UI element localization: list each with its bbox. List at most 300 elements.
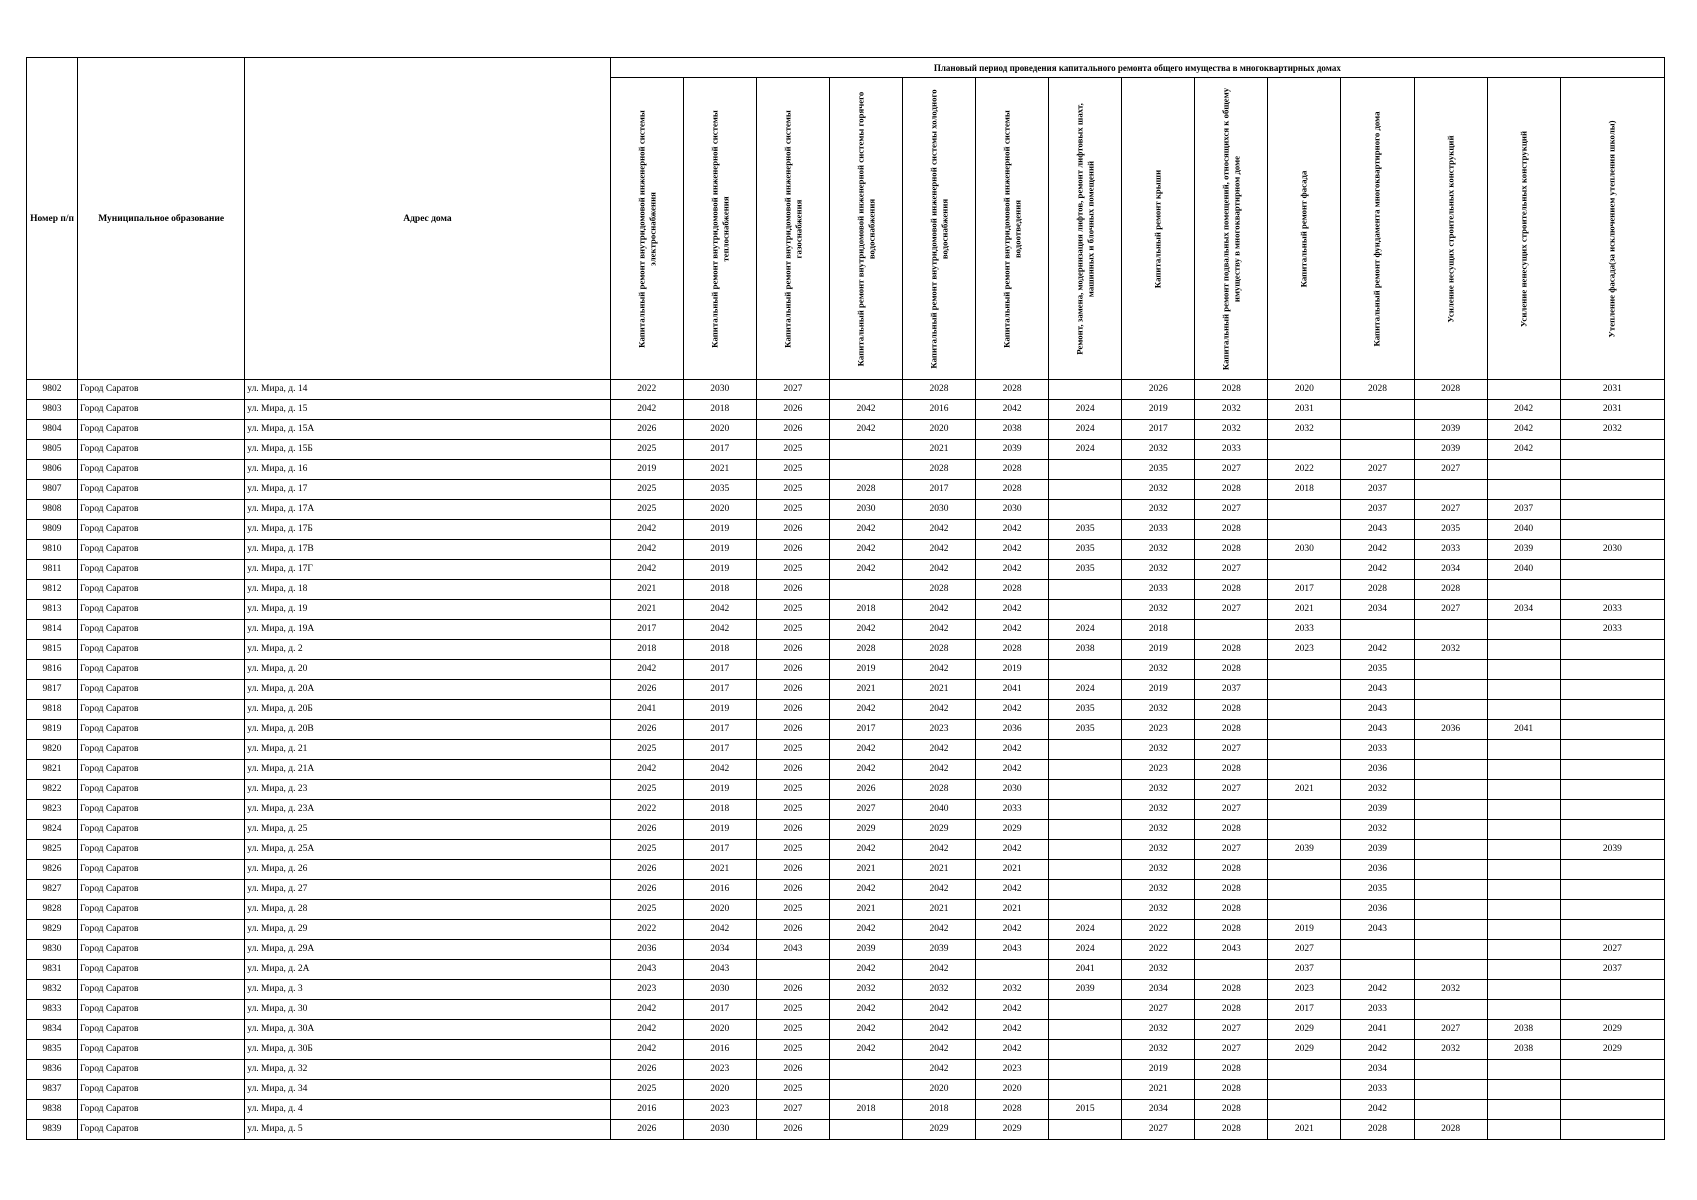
table-row <box>27 920 1665 940</box>
year-cell <box>1268 700 1341 720</box>
year-cell: 2024 <box>1049 440 1122 460</box>
year-cell <box>829 1120 902 1140</box>
year-cell: 2022 <box>1122 940 1195 960</box>
municipality-cell: Город Саратов <box>78 520 245 540</box>
table-row <box>27 880 1665 900</box>
year-cell <box>1487 740 1560 760</box>
year-cell: 2027 <box>1195 560 1268 580</box>
table-row <box>27 560 1665 580</box>
year-cell <box>1268 520 1341 540</box>
year-cell: 2027 <box>1414 500 1487 520</box>
year-cell: 2020 <box>683 420 756 440</box>
year-cell: 2042 <box>829 920 902 940</box>
year-cell <box>976 960 1049 980</box>
year-cell: 2042 <box>683 920 756 940</box>
year-cell <box>1487 640 1560 660</box>
year-cell: 2032 <box>1122 540 1195 560</box>
year-cell: 2022 <box>610 800 683 820</box>
year-cell: 2042 <box>683 760 756 780</box>
year-cell: 2028 <box>1195 820 1268 840</box>
row-number: 9833 <box>27 1000 78 1020</box>
year-cell <box>1049 860 1122 880</box>
row-number: 9832 <box>27 980 78 1000</box>
address-cell: ул. Мира, д. 17Б <box>245 520 610 540</box>
year-cell: 2028 <box>1195 1100 1268 1120</box>
header-work-12 <box>1414 78 1487 380</box>
year-cell: 2042 <box>610 660 683 680</box>
table-row <box>27 620 1665 640</box>
year-cell: 2025 <box>756 500 829 520</box>
year-cell: 2020 <box>683 1080 756 1100</box>
year-cell <box>1268 820 1341 840</box>
year-cell: 2019 <box>683 700 756 720</box>
year-cell <box>1268 1080 1341 1100</box>
municipality-cell: Город Саратов <box>78 1100 245 1120</box>
year-cell <box>1268 900 1341 920</box>
year-cell: 2028 <box>1195 380 1268 400</box>
year-cell: 2039 <box>1049 980 1122 1000</box>
year-cell: 2023 <box>976 1060 1049 1080</box>
year-cell <box>1560 1100 1664 1120</box>
year-cell: 2020 <box>976 1080 1049 1100</box>
year-cell <box>1560 520 1664 540</box>
header-number: Номер п/п <box>27 58 78 380</box>
row-number: 9804 <box>27 420 78 440</box>
year-cell <box>1560 1120 1664 1140</box>
year-cell <box>1049 780 1122 800</box>
year-cell: 2042 <box>829 960 902 980</box>
year-cell: 2033 <box>1560 620 1664 640</box>
year-cell: 2030 <box>1268 540 1341 560</box>
year-cell: 2028 <box>976 1100 1049 1120</box>
table-row <box>27 580 1665 600</box>
year-cell: 2032 <box>1341 820 1414 840</box>
table-row <box>27 960 1665 980</box>
municipality-cell: Город Саратов <box>78 940 245 960</box>
table-row <box>27 540 1665 560</box>
year-cell: 2027 <box>1195 1020 1268 1040</box>
year-cell: 2042 <box>976 600 1049 620</box>
row-number: 9817 <box>27 680 78 700</box>
municipality-cell: Город Саратов <box>78 720 245 740</box>
year-cell <box>1487 620 1560 640</box>
year-cell <box>1268 720 1341 740</box>
year-cell <box>1487 800 1560 820</box>
year-cell <box>1560 800 1664 820</box>
year-cell: 2037 <box>1195 680 1268 700</box>
header-work-label: Капитальный ремонт подвальных помещений, относящихся к общему имуществу в многоквартирном доме <box>1220 87 1242 370</box>
municipality-cell: Город Саратов <box>78 1040 245 1060</box>
year-cell: 2027 <box>756 1100 829 1120</box>
year-cell: 2033 <box>1414 540 1487 560</box>
year-cell: 2025 <box>610 780 683 800</box>
year-cell: 2028 <box>829 640 902 660</box>
year-cell: 2042 <box>976 760 1049 780</box>
year-cell: 2021 <box>902 440 975 460</box>
year-cell <box>1414 740 1487 760</box>
year-cell: 2042 <box>829 420 902 440</box>
year-cell: 2026 <box>610 1120 683 1140</box>
address-cell: ул. Мира, д. 17 <box>245 480 610 500</box>
year-cell: 2028 <box>1341 580 1414 600</box>
year-cell: 2017 <box>610 620 683 640</box>
year-cell <box>1560 580 1664 600</box>
year-cell: 2030 <box>902 500 975 520</box>
year-cell: 2029 <box>976 1120 1049 1140</box>
year-cell <box>1487 700 1560 720</box>
municipality-cell: Город Саратов <box>78 960 245 980</box>
year-cell <box>1560 860 1664 880</box>
year-cell <box>1487 1000 1560 1020</box>
year-cell: 2027 <box>1122 1120 1195 1140</box>
year-cell: 2019 <box>1268 920 1341 940</box>
year-cell: 2026 <box>610 720 683 740</box>
municipality-cell: Город Саратов <box>78 840 245 860</box>
year-cell: 2028 <box>1195 900 1268 920</box>
year-cell <box>1414 700 1487 720</box>
header-work-label: Капитальный ремонт внутридомовой инженерной системы газоснабжения <box>782 109 803 348</box>
year-cell <box>1487 1080 1560 1100</box>
header-work-8 <box>1122 78 1195 380</box>
row-number: 9825 <box>27 840 78 860</box>
year-cell: 2043 <box>1341 700 1414 720</box>
year-cell: 2019 <box>610 460 683 480</box>
address-cell: ул. Мира, д. 21А <box>245 760 610 780</box>
year-cell <box>1487 660 1560 680</box>
year-cell: 2018 <box>1122 620 1195 640</box>
address-cell: ул. Мира, д. 19 <box>245 600 610 620</box>
address-cell: ул. Мира, д. 30А <box>245 1020 610 1040</box>
year-cell: 2017 <box>902 480 975 500</box>
year-cell: 2043 <box>976 940 1049 960</box>
year-cell: 2039 <box>976 440 1049 460</box>
year-cell: 2039 <box>1341 800 1414 820</box>
year-cell: 2027 <box>1195 780 1268 800</box>
header-work-10 <box>1268 78 1341 380</box>
year-cell: 2034 <box>1122 1100 1195 1120</box>
municipality-cell: Город Саратов <box>78 500 245 520</box>
year-cell: 2028 <box>902 780 975 800</box>
year-cell: 2025 <box>756 1020 829 1040</box>
header-work-2 <box>683 78 756 380</box>
year-cell <box>1268 880 1341 900</box>
year-cell <box>1049 1000 1122 1020</box>
year-cell: 2032 <box>976 980 1049 1000</box>
year-cell: 2026 <box>756 700 829 720</box>
year-cell <box>1049 840 1122 860</box>
table-row <box>27 840 1665 860</box>
year-cell: 2016 <box>902 400 975 420</box>
address-cell: ул. Мира, д. 20Б <box>245 700 610 720</box>
year-cell <box>1414 1060 1487 1080</box>
year-cell: 2027 <box>829 800 902 820</box>
year-cell: 2023 <box>683 1100 756 1120</box>
table-row <box>27 680 1665 700</box>
year-cell <box>1560 760 1664 780</box>
table-row <box>27 760 1665 780</box>
year-cell <box>1414 680 1487 700</box>
year-cell: 2025 <box>610 500 683 520</box>
year-cell: 2028 <box>1195 640 1268 660</box>
year-cell: 2028 <box>1414 1120 1487 1140</box>
year-cell: 2028 <box>1414 380 1487 400</box>
year-cell: 2026 <box>756 860 829 880</box>
year-cell: 2042 <box>902 880 975 900</box>
year-cell <box>1268 760 1341 780</box>
year-cell: 2040 <box>1487 560 1560 580</box>
year-cell: 2023 <box>610 980 683 1000</box>
year-cell: 2043 <box>756 940 829 960</box>
year-cell: 2028 <box>902 640 975 660</box>
municipality-cell: Город Саратов <box>78 980 245 1000</box>
year-cell: 2028 <box>1195 1060 1268 1080</box>
address-cell: ул. Мира, д. 32 <box>245 1060 610 1080</box>
year-cell: 2042 <box>829 760 902 780</box>
year-cell: 2027 <box>1560 940 1664 960</box>
header-work-13 <box>1487 78 1560 380</box>
year-cell: 2034 <box>1414 560 1487 580</box>
year-cell: 2042 <box>902 1020 975 1040</box>
table-row <box>27 1000 1665 1020</box>
year-cell: 2035 <box>683 480 756 500</box>
year-cell <box>1049 480 1122 500</box>
year-cell <box>1414 620 1487 640</box>
year-cell: 2018 <box>683 800 756 820</box>
year-cell <box>1268 660 1341 680</box>
year-cell: 2032 <box>1268 420 1341 440</box>
year-cell <box>1414 760 1487 780</box>
year-cell: 2020 <box>902 420 975 440</box>
year-cell: 2027 <box>1195 600 1268 620</box>
address-cell: ул. Мира, д. 15 <box>245 400 610 420</box>
year-cell: 2039 <box>1268 840 1341 860</box>
year-cell: 2026 <box>756 680 829 700</box>
year-cell: 2027 <box>1195 740 1268 760</box>
year-cell: 2042 <box>902 920 975 940</box>
year-cell: 2027 <box>1195 1040 1268 1060</box>
municipality-cell: Город Саратов <box>78 880 245 900</box>
address-cell: ул. Мира, д. 17В <box>245 540 610 560</box>
year-cell: 2019 <box>1122 400 1195 420</box>
year-cell: 2028 <box>1195 520 1268 540</box>
year-cell: 2042 <box>976 1000 1049 1020</box>
year-cell: 2021 <box>610 580 683 600</box>
year-cell: 2025 <box>756 560 829 580</box>
year-cell: 2042 <box>976 880 1049 900</box>
year-cell <box>1341 420 1414 440</box>
year-cell: 2025 <box>756 600 829 620</box>
header-work-label: Капитальный ремонт фундамента многоквартирного дома <box>1372 111 1383 346</box>
table-row <box>27 520 1665 540</box>
year-cell: 2028 <box>1195 980 1268 1000</box>
table-row <box>27 940 1665 960</box>
year-cell: 2026 <box>756 520 829 540</box>
address-cell: ул. Мира, д. 20А <box>245 680 610 700</box>
year-cell: 2017 <box>1122 420 1195 440</box>
year-cell: 2042 <box>829 540 902 560</box>
year-cell <box>1560 680 1664 700</box>
year-cell: 2042 <box>610 560 683 580</box>
address-cell: ул. Мира, д. 29 <box>245 920 610 940</box>
year-cell: 2032 <box>1122 500 1195 520</box>
year-cell: 2021 <box>683 860 756 880</box>
year-cell: 2025 <box>610 480 683 500</box>
year-cell: 2027 <box>1122 1000 1195 1020</box>
year-cell: 2027 <box>1195 500 1268 520</box>
year-cell: 2042 <box>829 620 902 640</box>
year-cell <box>1414 660 1487 680</box>
year-cell: 2035 <box>1049 700 1122 720</box>
year-cell: 2032 <box>1122 700 1195 720</box>
year-cell: 2037 <box>1341 500 1414 520</box>
year-cell: 2025 <box>756 460 829 480</box>
year-cell <box>829 440 902 460</box>
year-cell: 2025 <box>610 740 683 760</box>
municipality-cell: Город Саратов <box>78 440 245 460</box>
address-cell: ул. Мира, д. 29А <box>245 940 610 960</box>
header-work-label: Ремонт, замена, модернизация лифтов, ремонт лифтовых шахт, машинных и блочных помещений <box>1074 102 1096 355</box>
row-number: 9839 <box>27 1120 78 1140</box>
year-cell: 2028 <box>1195 1120 1268 1140</box>
year-cell <box>1341 940 1414 960</box>
year-cell: 2018 <box>683 400 756 420</box>
year-cell <box>1560 740 1664 760</box>
address-cell: ул. Мира, д. 25 <box>245 820 610 840</box>
year-cell: 2042 <box>829 740 902 760</box>
year-cell <box>829 380 902 400</box>
year-cell <box>1268 860 1341 880</box>
year-cell <box>1560 560 1664 580</box>
header-work-6 <box>976 78 1049 380</box>
year-cell: 2042 <box>976 560 1049 580</box>
year-cell: 2016 <box>683 880 756 900</box>
year-cell: 2032 <box>1122 820 1195 840</box>
year-cell: 2035 <box>1049 720 1122 740</box>
year-cell: 2019 <box>683 820 756 840</box>
year-cell: 2036 <box>1341 900 1414 920</box>
year-cell: 2029 <box>1560 1020 1664 1040</box>
year-cell: 2032 <box>1122 480 1195 500</box>
row-number: 9810 <box>27 540 78 560</box>
row-number: 9803 <box>27 400 78 420</box>
year-cell: 2035 <box>1049 560 1122 580</box>
year-cell <box>1049 580 1122 600</box>
year-cell <box>829 1080 902 1100</box>
year-cell <box>1487 820 1560 840</box>
table-row <box>27 900 1665 920</box>
year-cell: 2032 <box>1122 1040 1195 1060</box>
year-cell: 2042 <box>610 1000 683 1020</box>
year-cell: 2017 <box>1268 580 1341 600</box>
year-cell: 2041 <box>1341 1020 1414 1040</box>
year-cell: 2020 <box>683 900 756 920</box>
year-cell <box>1049 500 1122 520</box>
year-cell: 2041 <box>1049 960 1122 980</box>
year-cell: 2025 <box>756 840 829 860</box>
row-number: 9838 <box>27 1100 78 1120</box>
year-cell <box>1414 1080 1487 1100</box>
year-cell: 2042 <box>1341 1040 1414 1060</box>
year-cell: 2042 <box>902 600 975 620</box>
year-cell: 2017 <box>683 440 756 460</box>
year-cell: 2042 <box>1341 1100 1414 1120</box>
year-cell: 2028 <box>902 460 975 480</box>
year-cell: 2041 <box>976 680 1049 700</box>
year-cell <box>1560 660 1664 680</box>
row-number: 9808 <box>27 500 78 520</box>
year-cell <box>1560 640 1664 660</box>
municipality-cell: Город Саратов <box>78 1060 245 1080</box>
year-cell: 2019 <box>1122 1060 1195 1080</box>
row-number: 9806 <box>27 460 78 480</box>
year-cell: 2033 <box>1195 440 1268 460</box>
year-cell: 2031 <box>1560 400 1664 420</box>
year-cell: 2028 <box>1195 720 1268 740</box>
year-cell: 2042 <box>902 540 975 560</box>
year-cell: 2042 <box>829 560 902 580</box>
year-cell: 2039 <box>829 940 902 960</box>
row-number: 9828 <box>27 900 78 920</box>
year-cell: 2018 <box>829 1100 902 1120</box>
year-cell: 2038 <box>976 420 1049 440</box>
municipality-cell: Город Саратов <box>78 1020 245 1040</box>
year-cell: 2039 <box>1341 840 1414 860</box>
year-cell: 2026 <box>829 780 902 800</box>
year-cell <box>1487 580 1560 600</box>
year-cell: 2032 <box>1122 600 1195 620</box>
year-cell: 2017 <box>683 740 756 760</box>
year-cell: 2035 <box>1122 460 1195 480</box>
year-cell: 2028 <box>1195 880 1268 900</box>
year-cell <box>1268 440 1341 460</box>
row-number: 9818 <box>27 700 78 720</box>
address-cell: ул. Мира, д. 23 <box>245 780 610 800</box>
year-cell <box>1049 1120 1122 1140</box>
municipality-cell: Город Саратов <box>78 460 245 480</box>
year-cell: 2027 <box>1341 460 1414 480</box>
row-number: 9834 <box>27 1020 78 1040</box>
year-cell <box>1268 560 1341 580</box>
year-cell: 2025 <box>756 780 829 800</box>
year-cell: 2030 <box>683 1120 756 1140</box>
year-cell: 2021 <box>902 860 975 880</box>
year-cell: 2033 <box>1268 620 1341 640</box>
year-cell: 2042 <box>610 520 683 540</box>
year-cell <box>1414 840 1487 860</box>
address-cell: ул. Мира, д. 16 <box>245 460 610 480</box>
year-cell: 2026 <box>756 660 829 680</box>
year-cell: 2042 <box>902 1000 975 1020</box>
table-row <box>27 500 1665 520</box>
year-cell: 2027 <box>756 380 829 400</box>
year-cell: 2026 <box>1122 380 1195 400</box>
row-number: 9802 <box>27 380 78 400</box>
row-number: 9826 <box>27 860 78 880</box>
year-cell: 2028 <box>976 480 1049 500</box>
table-row <box>27 1040 1665 1060</box>
year-cell <box>1049 760 1122 780</box>
year-cell: 2027 <box>1195 800 1268 820</box>
year-cell: 2026 <box>756 820 829 840</box>
year-cell <box>1049 740 1122 760</box>
year-cell: 2043 <box>1341 720 1414 740</box>
year-cell: 2037 <box>1487 500 1560 520</box>
year-cell: 2019 <box>683 540 756 560</box>
table-row <box>27 1100 1665 1120</box>
year-cell: 2023 <box>683 1060 756 1080</box>
year-cell: 2038 <box>1487 1040 1560 1060</box>
year-cell: 2032 <box>1122 860 1195 880</box>
